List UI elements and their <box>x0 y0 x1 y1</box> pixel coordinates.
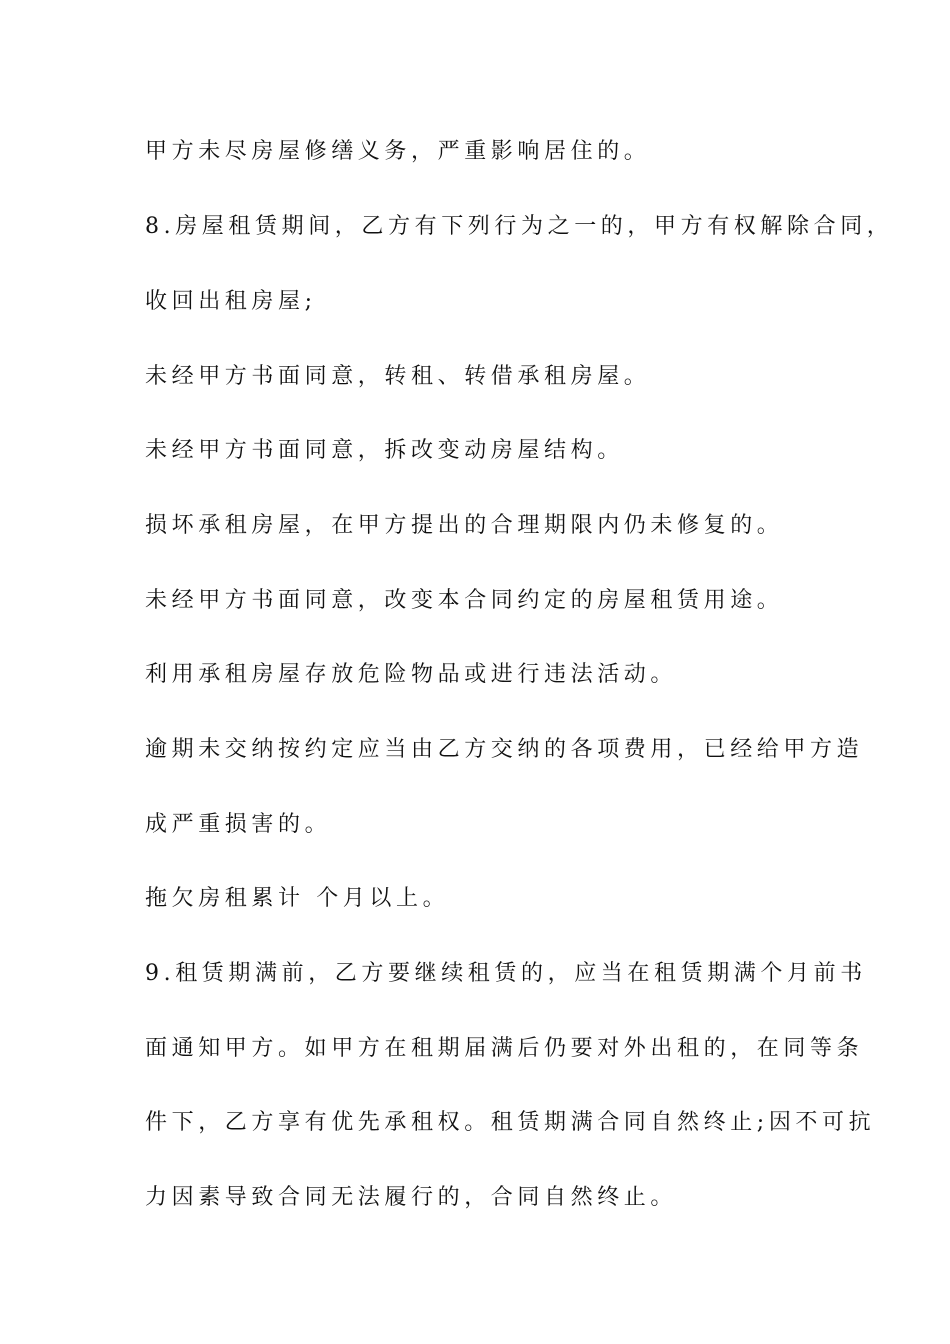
text-line: 力因素导致合同无法履行的，合同自然终止。 <box>145 1185 678 1210</box>
text-line: 甲方未尽房屋修缮义务，严重影响居住的。 <box>145 139 651 164</box>
text-line: 收回出租房屋; <box>145 289 317 314</box>
text-line: 利用承租房屋存放危险物品或进行违法活动。 <box>145 662 678 687</box>
text-line: 9.租赁期满前，乙方要继续租赁的，应当在租赁期满个月前书 <box>145 961 867 986</box>
text-line: 成严重损害的。 <box>145 812 332 837</box>
text-line: 件下，乙方享有优先承租权。租赁期满合同自然终止;因不可抗 <box>145 1110 876 1135</box>
text-line: 面通知甲方。如甲方在租期届满后仍要对外出租的，在同等条 <box>145 1036 864 1061</box>
text-line: 未经甲方书面同意，改变本合同约定的房屋租赁用途。 <box>145 588 784 613</box>
text-line: 8.房屋租赁期间，乙方有下列行为之一的，甲方有权解除合同， <box>145 214 894 239</box>
text-line: 逾期未交纳按约定应当由乙方交纳的各项费用，已经给甲方造 <box>145 737 864 762</box>
text-line: 拖欠房租累计 个月以上。 <box>145 886 450 911</box>
text-line: 损坏承租房屋，在甲方提出的合理期限内仍未修复的。 <box>145 513 784 538</box>
text-line: 未经甲方书面同意，拆改变动房屋结构。 <box>145 438 624 463</box>
text-line: 未经甲方书面同意，转租、转借承租房屋。 <box>145 364 651 389</box>
